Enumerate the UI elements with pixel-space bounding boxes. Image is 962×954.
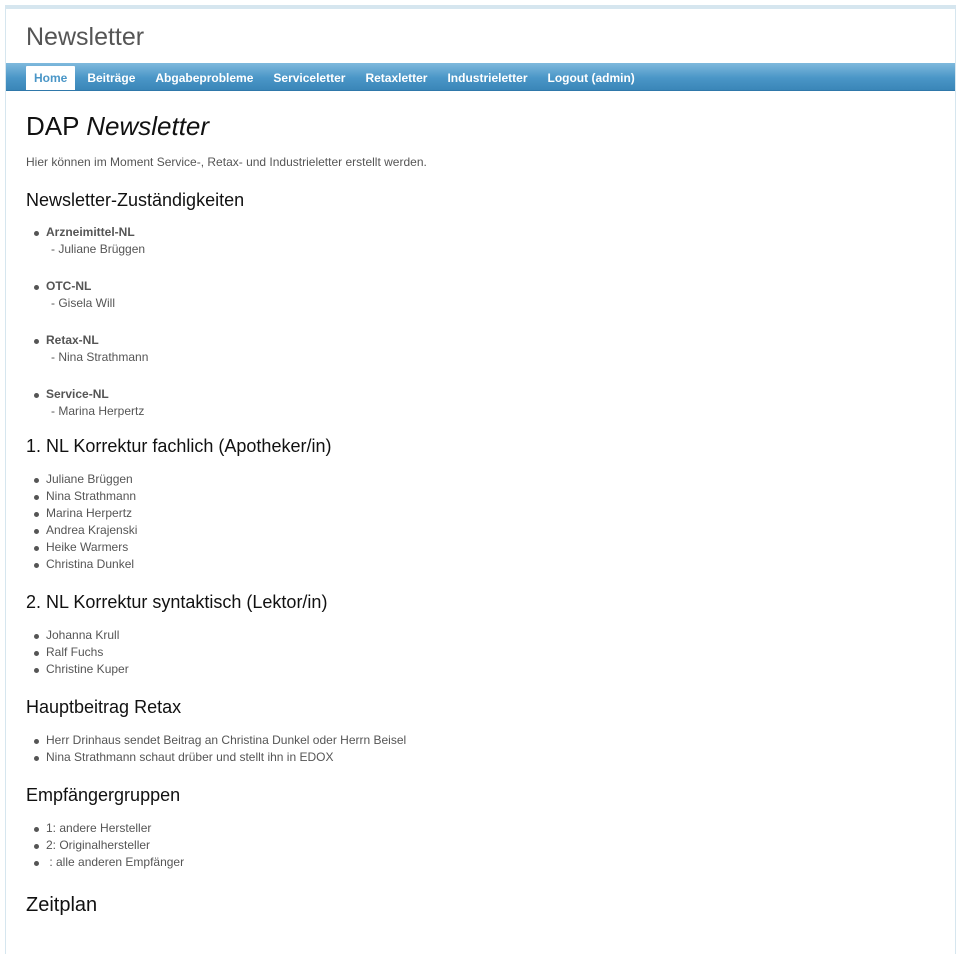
list-item xyxy=(46,332,936,366)
responsibility-person: - Marina Herpertz xyxy=(51,404,145,418)
site-title: Newsletter xyxy=(26,23,145,51)
page-frame xyxy=(5,5,956,954)
korrektur-syntaktisch-list xyxy=(26,627,936,678)
list-item: Marina Herpertz xyxy=(46,505,936,522)
list-item xyxy=(46,224,936,258)
responsibility-name: Retax-NL xyxy=(46,333,99,347)
section-title-korrektur-syntaktisch: 2. NL Korrektur syntaktisch (Lektor/in) xyxy=(26,592,328,612)
responsibility-person: - Gisela Will xyxy=(51,296,116,310)
nav-industrieletter[interactable]: Industrieletter xyxy=(447,71,528,85)
page-title-italic: Newsletter xyxy=(86,111,210,141)
intro-text: Hier können im Moment Service-, Retax- und Industrieletter erstellt werden. xyxy=(26,155,427,169)
section-title-empfaenger: Empfängergruppen xyxy=(26,785,181,805)
list-item: Heike Warmers xyxy=(46,539,936,556)
list-item: 1: andere Hersteller xyxy=(46,820,936,837)
hauptbeitrag-list xyxy=(26,732,936,766)
section-title-responsibilities: Newsletter-Zuständigkeiten xyxy=(26,190,245,210)
list-item: : alle anderen Empfänger xyxy=(46,854,936,871)
page-title xyxy=(26,106,936,146)
list-item: Nina Strathmann xyxy=(46,488,936,505)
section-title-zeitplan: Zeitplan xyxy=(26,894,98,916)
responsibility-name: OTC-NL xyxy=(46,279,92,293)
responsibilities-list xyxy=(26,224,936,420)
list-item: Christina Dunkel xyxy=(46,556,936,573)
list-item: Johanna Krull xyxy=(46,627,936,644)
list-item xyxy=(46,386,936,420)
section-title-hauptbeitrag: Hauptbeitrag Retax xyxy=(26,697,182,717)
list-item: Christine Kuper xyxy=(46,661,936,678)
responsibility-person: - Juliane Brüggen xyxy=(51,242,146,256)
main-content xyxy=(26,106,936,918)
list-item: Herr Drinhaus sendet Beitrag an Christina Dunkel oder Herrn Beisel xyxy=(46,732,936,749)
page-title-plain: DAP xyxy=(26,111,79,141)
list-item: Andrea Krajenski xyxy=(46,522,936,539)
main-navbar xyxy=(6,63,955,91)
korrektur-fachlich-list xyxy=(26,471,936,573)
responsibility-name: Arzneimittel-NL xyxy=(46,225,135,239)
nav-home[interactable]: Home xyxy=(26,66,75,90)
list-item xyxy=(46,278,936,312)
list-item: 2: Originalhersteller xyxy=(46,837,936,854)
list-item: Juliane Brüggen xyxy=(46,471,936,488)
responsibility-name: Service-NL xyxy=(46,387,109,401)
nav-beitraege[interactable]: Beiträge xyxy=(87,71,136,85)
nav-serviceletter[interactable]: Serviceletter xyxy=(273,71,346,85)
list-item: Nina Strathmann schaut drüber und stellt ihn in EDOX xyxy=(46,749,936,766)
nav-abgabeprobleme[interactable]: Abgabeprobleme xyxy=(155,71,254,85)
list-item: Ralf Fuchs xyxy=(46,644,936,661)
section-title-korrektur-fachlich: 1. NL Korrektur fachlich (Apotheker/in) xyxy=(26,436,332,456)
responsibility-person: - Nina Strathmann xyxy=(51,350,149,364)
nav-logout[interactable]: Logout (admin) xyxy=(547,71,635,85)
nav-list xyxy=(6,63,955,90)
empfaenger-list xyxy=(26,820,936,871)
nav-retaxletter[interactable]: Retaxletter xyxy=(365,71,428,85)
